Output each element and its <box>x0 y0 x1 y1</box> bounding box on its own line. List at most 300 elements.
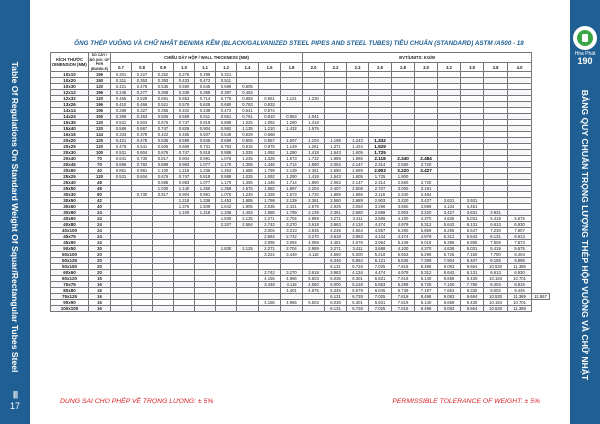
weight-cell: 6.613 <box>484 222 508 228</box>
weight-cell: 1.245 <box>237 156 259 162</box>
weight-cell: 0.476 <box>111 144 132 150</box>
weight-cell: 0.531 <box>111 174 132 180</box>
weight-cell: 2.484 <box>415 192 438 198</box>
weight-cell: 1.418 <box>303 174 325 180</box>
weight-cell: 1.025 <box>237 120 259 126</box>
weight-cell: 0.308 <box>153 90 174 96</box>
row-dimension: 12x12 <box>51 90 89 96</box>
thickness-header: 0.7 <box>111 63 132 72</box>
weight-cell: 1.336 <box>216 210 237 216</box>
weight-cell: 6.036 <box>325 300 347 306</box>
weight-cell: 5.653 <box>369 282 392 288</box>
weight-cell: 0.676 <box>153 120 174 126</box>
weight-cell: 1.605 <box>347 174 369 180</box>
row-pcs-per-bundle: 40 <box>89 168 111 174</box>
row-dimension: 10x20 <box>51 78 89 84</box>
weight-cell: 0.548 <box>216 132 237 138</box>
row-dimension: 20x40 <box>51 156 89 162</box>
row-pcs-per-bundle: 16 <box>89 306 111 312</box>
weight-cell: 0.761 <box>237 114 259 120</box>
weight-cell: 0.245 <box>111 90 132 96</box>
row-dimension: 14x24 <box>51 114 89 120</box>
row-dimension: 20x60 <box>51 168 89 174</box>
weight-cell: 9.083 <box>438 264 461 270</box>
row-dimension: 50x125 <box>51 258 89 264</box>
weight-cell: 0.699 <box>216 138 237 144</box>
weight-cell: 1.889 <box>325 156 347 162</box>
row-dimension: 20x20 <box>51 138 89 144</box>
weight-cell: 0.466 <box>132 102 153 108</box>
weight-cell: 1.092 <box>259 174 281 180</box>
weight-cell: 3.296 <box>369 204 392 210</box>
weight-cell: 9.002 <box>484 288 508 294</box>
logo-mark-icon <box>573 26 597 50</box>
weight-cell: 3.449 <box>281 252 303 258</box>
weight-cell: 3.270 <box>303 234 325 240</box>
thickness-header: 3.5 <box>461 63 484 72</box>
weight-cell: 4.401 <box>281 288 303 294</box>
weight-cell: 5.218 <box>347 282 369 288</box>
weight-cell: 0.747 <box>174 150 195 156</box>
weight-cell: 6.831 <box>369 276 392 282</box>
left-sidebar-title: Table Of Regulations On Standard Weight Of Squar/Rectangular Tubes Steel <box>10 61 20 373</box>
weight-cell: 5.579 <box>347 288 369 294</box>
weight-cell: 2.062 <box>325 162 347 168</box>
weight-cell: 9.430 <box>461 300 484 306</box>
weight-cell: 2.689 <box>347 198 369 204</box>
weight-cell: 2.361 <box>303 198 325 204</box>
row-dimension: 75x75 <box>51 282 89 288</box>
weight-cell: 1.359 <box>216 186 237 192</box>
weight-cell <box>216 306 237 312</box>
weight-cell: 0.535 <box>153 138 174 144</box>
weight-cell: 0.975 <box>259 144 281 150</box>
weight-cell: 1.830 <box>216 216 237 222</box>
weight-cell: 1.432 <box>281 126 303 132</box>
weight-cell: 8.404 <box>508 252 532 258</box>
weight-cell: 2.704 <box>281 246 303 252</box>
weight-cell: 0.680 <box>216 102 237 108</box>
right-sidebar-title: BẢNG QUY CHUẨN TRỌNG LƯỢNG THÉP HỘP VUÔNG VÀ CHỮ NHẬT <box>580 89 590 381</box>
weight-cell: 6.131 <box>461 222 484 228</box>
weight-cell: 8.404 <box>484 282 508 288</box>
weight-cell: 0.915 <box>237 144 259 150</box>
weight-cell: 4.979 <box>392 222 415 228</box>
row-pcs-per-bundle: 24 <box>89 216 111 222</box>
weight-cell: 5.503 <box>303 276 325 282</box>
weight-cell: 3.220 <box>392 168 415 174</box>
weight-cell: 3.427 <box>415 198 438 204</box>
weight-cell: 6.831 <box>369 300 392 306</box>
weight-cell: 0.888 <box>153 162 174 168</box>
weight-cell: 0.473 <box>216 108 237 114</box>
weight-cell: 6.131 <box>325 264 347 270</box>
weight-cell: 4.100 <box>392 246 415 252</box>
weight-cell <box>303 306 325 312</box>
weight-cell: 0.541 <box>132 144 153 150</box>
weight-cell: 7.025 <box>369 306 392 312</box>
row-pcs-per-bundle: 196 <box>89 102 111 108</box>
weight-cell: 1.543 <box>325 150 347 156</box>
weight-cell: 5.419 <box>484 216 508 222</box>
weight-cell: 0.365 <box>153 108 174 114</box>
weight-cell: 4.875 <box>303 288 325 294</box>
row-pcs-per-bundle: 24 <box>89 240 111 246</box>
weight-cell: 1.830 <box>216 246 237 252</box>
weight-cell: 3.411 <box>347 216 369 222</box>
weight-cell: 2.207 <box>216 222 237 228</box>
weight-cell: 0.465 <box>174 132 195 138</box>
weight-cell: 8.498 <box>415 306 438 312</box>
weight-cell: 0.507 <box>195 132 216 138</box>
weight-cell: 3.835 <box>303 228 325 234</box>
weight-cell: 5.345 <box>325 288 347 294</box>
page-number: 17 <box>9 401 20 411</box>
weight-cell: 1.446 <box>259 162 281 168</box>
weight-cell: 2.560 <box>392 180 415 186</box>
weight-cell: 2.125 <box>237 216 259 222</box>
weight-cell: 0.478 <box>132 84 153 90</box>
weight-cell: 0.747 <box>174 174 195 180</box>
weight-cell: 1.261 <box>303 144 325 150</box>
weight-cell: 8.140 <box>415 300 438 306</box>
table-body <box>51 72 550 312</box>
weight-cell: 2.314 <box>369 162 392 168</box>
weight-cell: 1.418 <box>303 150 325 156</box>
weight-cell: 0.629 <box>237 132 259 138</box>
weight-cell: 0.276 <box>174 72 195 78</box>
weight-cell: 7.230 <box>484 228 508 234</box>
weight-cell: 0.321 <box>216 72 237 78</box>
row-pcs-per-bundle: 40 <box>89 204 111 210</box>
weight-cell: 0.506 <box>153 114 174 120</box>
thickness-header: 2.8 <box>392 63 415 72</box>
left-sidebar <box>0 0 30 424</box>
row-pcs-per-bundle: 120 <box>89 138 111 144</box>
weight-cell: 0.888 <box>216 120 237 126</box>
weight-cell: 1.245 <box>237 192 259 198</box>
weight-cell: 1.905 <box>237 204 259 210</box>
weight-cell: 1.250 <box>195 186 216 192</box>
weight-cell: 1.140 <box>174 186 195 192</box>
weight-cell: 7.197 <box>415 288 438 294</box>
weight-cell: 1.900 <box>392 174 415 180</box>
weight-cell: 0.669 <box>174 144 195 150</box>
weight-cell: 2.742 <box>281 234 303 240</box>
weight-cell: 2.903 <box>369 168 392 174</box>
weight-cell: 1.376 <box>174 204 195 210</box>
weight-cell: 3.004 <box>259 228 281 234</box>
weight-cell: 3.271 <box>325 216 347 222</box>
weight-cell: 1.210 <box>259 126 281 132</box>
weight-cell: 6.131 <box>325 306 347 312</box>
weight-cell: 1.573 <box>281 156 303 162</box>
weight-cell: 0.465 <box>111 96 132 102</box>
weight-cell: 2.580 <box>325 198 347 204</box>
weight-cell: 3.618 <box>303 222 325 228</box>
weight-cell: 6.301 <box>347 276 369 282</box>
weight-cell: 4.560 <box>325 252 347 258</box>
row-pcs-per-bundle: 16 <box>89 300 111 306</box>
weight-cell: 1.371 <box>325 144 347 150</box>
weight-cell: 1.725 <box>369 150 392 156</box>
row-pcs-per-bundle: 120 <box>89 84 111 90</box>
weight-cell: 1.170 <box>216 162 237 168</box>
weight-cell: 5.312 <box>415 270 438 276</box>
row-pcs-per-bundle: 120 <box>89 126 111 132</box>
weight-cell: 0.559 <box>174 114 195 120</box>
weight-cell: 11.389 <box>508 264 532 270</box>
weight-cell: 4.134 <box>438 204 461 210</box>
weight-cell: 2.580 <box>325 168 347 174</box>
row-dimension: 75x125 <box>51 294 89 300</box>
weight-cell: 7.873 <box>508 240 532 246</box>
weight-cell: 0.818 <box>195 120 216 126</box>
row-pcs-per-bundle: 16 <box>89 288 111 294</box>
row-pcs-per-bundle: 80 <box>89 192 111 198</box>
weight-cell: 0.983 <box>174 162 195 168</box>
weight-cell: 1.030 <box>153 186 174 192</box>
weight-cell: 6.739 <box>392 288 415 294</box>
weight-cell: 4.654 <box>347 228 369 234</box>
weight-cell: 0.817 <box>153 192 174 198</box>
weight-cell: 6.255 <box>438 228 461 234</box>
weight-cell: 7.780 <box>461 282 484 288</box>
weight-cell: 1.149 <box>281 144 303 150</box>
thickness-header: 2.5 <box>369 63 392 72</box>
weight-cell: 0.661 <box>216 114 237 120</box>
weight-cell: 2.560 <box>392 162 415 168</box>
weight-cell: 9.664 <box>461 264 484 270</box>
weight-cell: 2.564 <box>259 234 281 240</box>
weight-cell: 2.139 <box>281 198 303 204</box>
weight-cell: 1.418 <box>303 120 325 126</box>
weight-cell: 0.590 <box>174 84 195 90</box>
thickness-header: 1.8 <box>281 63 303 72</box>
weight-cell: 0.731 <box>195 144 216 150</box>
thickness-header: 2.0 <box>303 63 325 72</box>
weight-cell: 0.591 <box>153 96 174 102</box>
weight-cell: 6.728 <box>347 264 369 270</box>
weight-cell: 0.805 <box>237 84 259 90</box>
weight-cell: 8.815 <box>508 282 532 288</box>
weight-cell: 2.271 <box>259 216 281 222</box>
weight-cell: 1.453 <box>216 198 237 204</box>
weight-cell: 2.742 <box>259 222 281 228</box>
weight-cell: 0.529 <box>132 96 153 102</box>
weight-cell: 0.410 <box>111 102 132 108</box>
weight-cell: 1.121 <box>281 96 303 102</box>
weight-cell: 1.100 <box>174 210 195 216</box>
weight-cell: 2.062 <box>325 180 347 186</box>
page-marks: |||| <box>12 390 18 399</box>
row-dimension: 20x45 <box>51 162 89 168</box>
weight-cell: 1.573 <box>281 192 303 198</box>
weight-cell: 1.890 <box>303 180 325 186</box>
logo-brand: Hòa Phát <box>574 51 596 57</box>
tolerance-en: PERMISSIBLE TOLERANCE OF WEIGHT: ± 5% <box>392 398 540 405</box>
weight-cell: 4.857 <box>369 228 392 234</box>
row-pcs-per-bundle: 48 <box>89 180 111 186</box>
weight-cell: 0.421 <box>111 138 132 144</box>
weight-cell: 2.704 <box>281 216 303 222</box>
weight-cell: 3.449 <box>259 282 281 288</box>
weight-cell: 3.220 <box>415 210 438 216</box>
weight-cell: 0.511 <box>216 78 237 84</box>
thickness-header: 2.2 <box>325 63 347 72</box>
row-dimension: 25x40 <box>51 180 89 186</box>
weight-cell: 2.675 <box>303 204 325 210</box>
weight-cell: 3.427 <box>438 210 461 216</box>
weight-cell: 0.574 <box>259 108 281 114</box>
weight-cell: 6.036 <box>325 276 347 282</box>
row-dimension: 60x60 <box>51 270 89 276</box>
weight-cell: 3.631 <box>438 198 461 204</box>
weight-cell: 2.125 <box>237 246 259 252</box>
weight-cell: 2.340 <box>392 192 415 198</box>
weight-cell: 0.433 <box>174 78 195 84</box>
weight-cell: 5.653 <box>392 252 415 258</box>
weight-cell: 9.664 <box>461 294 484 300</box>
weight-cell: 7.150 <box>438 282 461 288</box>
weight-cell: 0.201 <box>111 72 132 78</box>
weight-cell: 0.402 <box>174 108 195 114</box>
weight-cell: 1.336 <box>195 168 216 174</box>
weight-cell: 5.503 <box>303 300 325 306</box>
weight-cell: 9.896 <box>508 258 532 264</box>
weight-cell: 6.019 <box>415 240 438 246</box>
weight-cell: 4.481 <box>325 240 347 246</box>
weight-cell: 0.861 <box>111 168 132 174</box>
weight-cell: 0.611 <box>195 114 216 120</box>
weight-cell: 0.252 <box>153 72 174 78</box>
row-pcs-per-bundle: 120 <box>89 174 111 180</box>
weight-cell: 1.997 <box>281 186 303 192</box>
weight-cell: 1.446 <box>259 180 281 186</box>
weight-cell: 1.889 <box>325 192 347 198</box>
row-dimension: 30x50 <box>51 198 89 204</box>
weight-cell: 3.094 <box>281 240 303 246</box>
weight-cell: 4.979 <box>415 234 438 240</box>
weight-cell: 6.131 <box>484 234 508 240</box>
weight-cell: 1.328 <box>259 156 281 162</box>
weight-cell: 1.007 <box>281 138 303 144</box>
row-dimension: 80x80 <box>51 288 89 294</box>
weight-cell: 3.270 <box>281 270 303 276</box>
weight-cell: 0.818 <box>195 150 216 156</box>
weight-cell: 2.118 <box>369 156 392 162</box>
weight-cell: 6.131 <box>325 294 347 300</box>
weight-cell: 1.966 <box>347 192 369 198</box>
weight-cell: 0.983 <box>174 180 195 186</box>
thickness-header: 0.8 <box>132 63 153 72</box>
weight-cell: 0.888 <box>216 174 237 180</box>
weight-cell: 0.817 <box>153 156 174 162</box>
weight-cell: 5.031 <box>461 216 484 222</box>
weight-cell: 3.270 <box>281 222 303 228</box>
weight-cell: 5.642 <box>438 222 461 228</box>
weight-cell: 0.641 <box>111 156 132 162</box>
weight-cell: 5.000 <box>325 282 347 288</box>
weight-cell: 0.676 <box>153 150 174 156</box>
weight-cell: 2.147 <box>347 180 369 186</box>
weight-cell: 8.498 <box>415 264 438 270</box>
weight-cell: 1.218 <box>174 198 195 204</box>
weight-cell: 0.653 <box>174 96 195 102</box>
weight-cell: 5.675 <box>508 246 532 252</box>
weight-cell: 2.139 <box>281 168 303 174</box>
row-pcs-per-bundle: 196 <box>89 108 111 114</box>
weight-cell <box>237 306 259 312</box>
weight-cell: 3.618 <box>303 270 325 276</box>
weight-cell: 10.193 <box>484 276 508 282</box>
weight-cell: 3.191 <box>415 186 438 192</box>
weight-cell: 3.411 <box>347 246 369 252</box>
weight-cell: 1.509 <box>195 204 216 210</box>
weight-cell: 7.025 <box>369 294 392 300</box>
weight-cell: 11.389 <box>508 294 532 300</box>
weight-cell: 0.645 <box>195 84 216 90</box>
weight-cell: 5.031 <box>461 246 484 252</box>
header-pcs-per-bundle: SỐ CÂY / BÓ (NO. OF PER (BUNDLE) <box>89 53 110 71</box>
header-unit: ĐVT/UNITS: KG/M <box>303 53 532 63</box>
weight-cell: 4.370 <box>415 246 438 252</box>
weight-cell: 0.951 <box>259 96 281 102</box>
weight-cell: 1.890 <box>303 162 325 168</box>
weight-cell: 2.742 <box>259 270 281 276</box>
row-dimension: 25x25 <box>51 174 89 180</box>
row-pcs-per-bundle: 144 <box>89 132 111 138</box>
weight-cell: 4.676 <box>347 240 369 246</box>
weight-cell: 10.701 <box>508 276 532 282</box>
weight-cell: 4.246 <box>325 228 347 234</box>
weight-cell: 0.531 <box>111 120 132 126</box>
weight-cell: 1.682 <box>259 186 281 192</box>
weight-cell: 1.642 <box>216 204 237 210</box>
row-dimension: 12x32 <box>51 96 89 102</box>
row-dimension: 50x100 <box>51 252 89 258</box>
weight-cell: 0.645 <box>195 138 216 144</box>
weight-cell: 3.213 <box>281 228 303 234</box>
weight-cell: 4.966 <box>281 276 303 282</box>
weight-cell: 9.155 <box>484 258 508 264</box>
row-pcs-per-bundle: 100 <box>89 150 111 156</box>
weight-cell: 8.498 <box>415 294 438 300</box>
weight-cell: 3.427 <box>415 168 438 174</box>
weight-cell: 1.575 <box>237 186 259 192</box>
weight-cell: 6.728 <box>347 294 369 300</box>
weight-cell: 8.407 <box>461 258 484 264</box>
weight-cell: 7.399 <box>415 258 438 264</box>
weight-cell: 4.474 <box>369 270 392 276</box>
row-dimension: 45x75 <box>51 234 89 240</box>
weight-cell: 6.726 <box>415 282 438 288</box>
row-pcs-per-bundle: 24 <box>89 222 111 228</box>
row-dimension: 16x16 <box>51 132 89 138</box>
weight-cell: 1.328 <box>259 192 281 198</box>
page-title: ỐNG THÉP VUÔNG VÀ CHỮ NHẬT ĐEN/MẠ KẼM (BLACK/GALVANIZED STEEL PIPES AND STEEL TUBES) TIÊU CHUẨN (STANDARD) ASTM /A500 - 18 <box>74 40 524 47</box>
weight-cell: 0.818 <box>195 174 216 180</box>
weight-cell: 2.580 <box>347 210 369 216</box>
weight-cell: 5.675 <box>508 216 532 222</box>
weight-cell: 2.564 <box>237 222 259 228</box>
weight-cell: 7.904 <box>438 258 461 264</box>
weight-cell: 1.218 <box>195 210 216 216</box>
weight-cell: 0.953 <box>281 114 303 120</box>
weight-cell: 0.676 <box>153 174 174 180</box>
weight-cell: 3.898 <box>415 204 438 210</box>
weight-cell: 1.685 <box>237 168 259 174</box>
